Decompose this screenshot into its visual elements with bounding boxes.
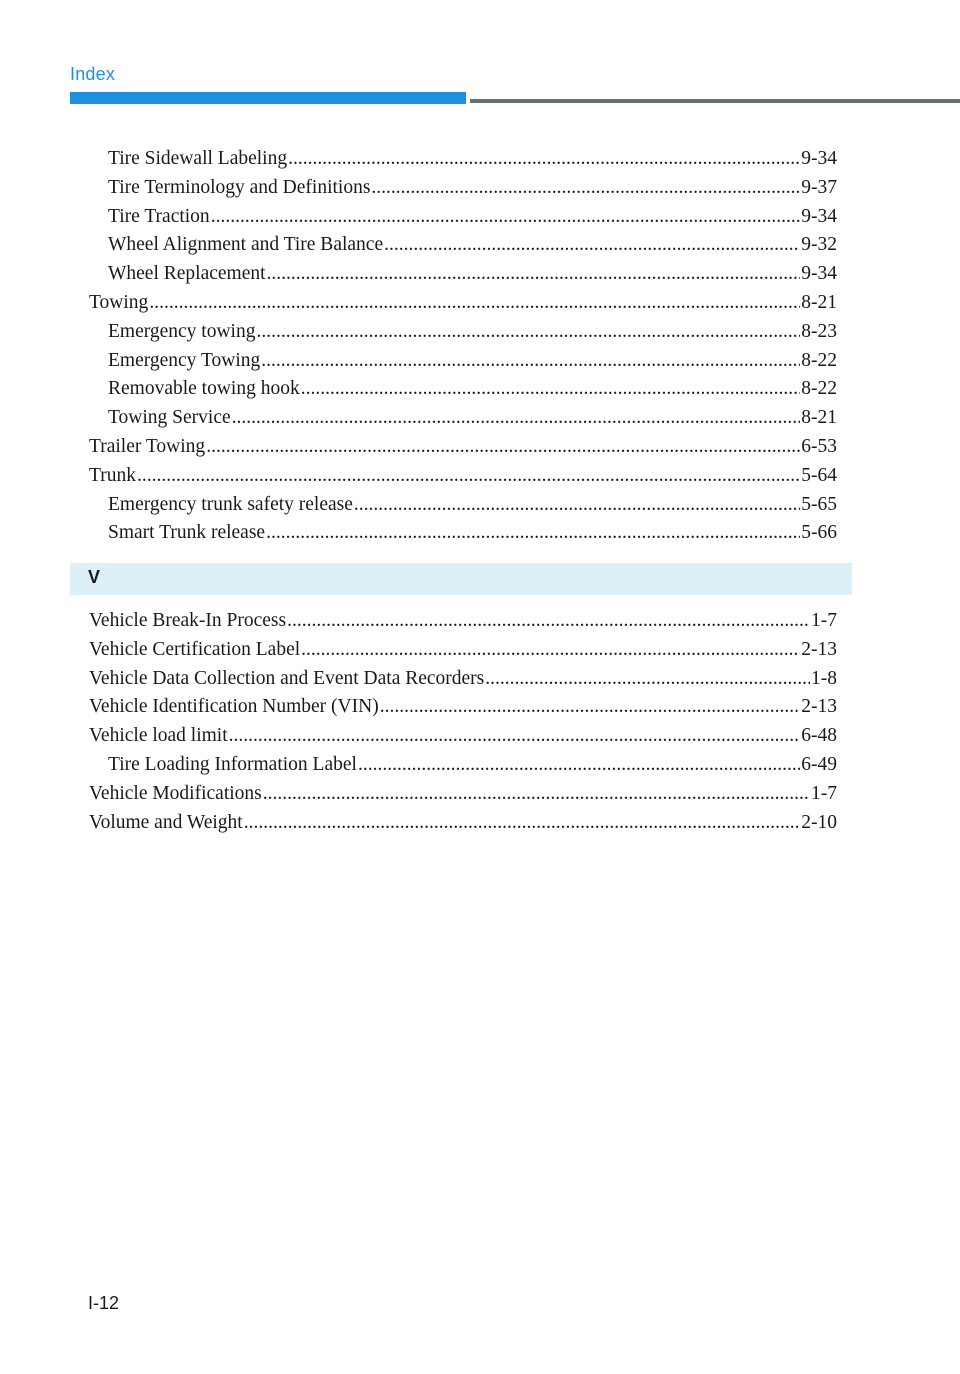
entry-label: Tire Terminology and Definitions: [108, 176, 371, 198]
entry-page: 9-37: [801, 176, 837, 198]
dot-leader: [267, 260, 801, 289]
index-list-bottom: [89, 607, 837, 837]
entry-label: Vehicle Identification Number (VIN): [89, 696, 379, 718]
entry-page: 5-64: [801, 464, 837, 486]
index-entry[interactable]: [89, 231, 837, 260]
index-entry[interactable]: [89, 375, 837, 404]
entry-page: 2-10: [801, 811, 837, 833]
entry-page: 5-66: [801, 522, 837, 544]
header-divider-rule: [470, 99, 960, 103]
index-entry[interactable]: [89, 289, 837, 318]
entry-page: 8-23: [801, 320, 837, 342]
dot-leader: [244, 809, 801, 838]
index-entry[interactable]: [89, 347, 837, 376]
entry-label: Vehicle Break-In Process: [89, 610, 287, 631]
entry-page: 6-53: [801, 435, 837, 457]
entry-page: 9-34: [801, 263, 837, 285]
index-entry[interactable]: [89, 780, 837, 809]
index-entry[interactable]: [89, 174, 837, 203]
entry-label: Volume and Weight: [89, 811, 243, 833]
header-accent-rule: [70, 92, 466, 104]
dot-leader: [485, 665, 810, 694]
page-number: I-12: [88, 1293, 120, 1313]
section-title: Index: [70, 64, 116, 84]
dot-leader: [301, 636, 800, 665]
entry-page: 8-22: [801, 378, 837, 400]
dot-leader: [229, 722, 801, 751]
entry-label: Trailer Towing: [89, 435, 206, 457]
index-entry[interactable]: [89, 693, 837, 722]
entry-label: Towing Service: [108, 407, 231, 429]
entry-label: Emergency Towing: [108, 349, 261, 371]
entry-page: 9-34: [801, 148, 837, 169]
entry-label: Towing: [89, 291, 149, 313]
index-entry[interactable]: [89, 519, 837, 548]
dot-leader: [358, 751, 800, 780]
section-header-v: [70, 563, 852, 595]
index-entry[interactable]: [89, 665, 837, 694]
index-entry[interactable]: [89, 433, 837, 462]
dot-leader: [354, 491, 800, 520]
entry-page: 6-48: [801, 725, 837, 747]
dot-leader: [256, 318, 800, 347]
index-entry[interactable]: [89, 318, 837, 347]
entry-label: Wheel Replacement: [108, 263, 266, 285]
entry-label: Smart Trunk release: [108, 522, 266, 544]
index-entry[interactable]: [89, 203, 837, 232]
index-entry[interactable]: [89, 404, 837, 433]
dot-leader: [232, 404, 801, 433]
entry-label: Vehicle Data Collection and Event Data Recorders: [89, 667, 485, 689]
entry-page: 8-21: [801, 291, 837, 313]
entry-page: 2-13: [801, 638, 837, 660]
entry-page: 1-7: [811, 782, 837, 804]
entry-label: Vehicle Certification Label: [89, 638, 301, 660]
entry-page: 8-22: [801, 349, 837, 371]
index-entry[interactable]: [89, 462, 837, 491]
dot-leader: [263, 780, 810, 809]
index-entry[interactable]: [89, 145, 837, 174]
dot-leader: [384, 231, 800, 260]
index-list-top: [89, 145, 837, 548]
entry-page: 2-13: [801, 696, 837, 718]
dot-leader: [137, 462, 800, 491]
dot-leader: [149, 289, 800, 318]
index-entry[interactable]: [89, 722, 837, 751]
dot-leader: [288, 145, 800, 174]
entry-page: 1-8: [811, 667, 837, 689]
entry-page: 8-21: [801, 407, 837, 429]
section-letter: V: [88, 567, 101, 587]
dot-leader: [371, 174, 800, 203]
entry-label: Vehicle load limit: [89, 725, 228, 747]
entry-label: Emergency trunk safety release: [108, 493, 353, 515]
entry-label: Vehicle Modifications: [89, 782, 262, 804]
entry-label: Tire Traction: [108, 205, 210, 227]
index-entry[interactable]: [89, 751, 837, 780]
index-entry[interactable]: [89, 636, 837, 665]
entry-label: Tire Sidewall Labeling: [108, 148, 288, 169]
entry-label: Removable towing hook: [108, 378, 300, 400]
dot-leader: [266, 519, 800, 548]
index-entry[interactable]: [89, 260, 837, 289]
entry-page: 6-49: [801, 753, 837, 775]
dot-leader: [287, 607, 810, 636]
entry-page: 1-7: [811, 610, 837, 631]
entry-page: 9-34: [801, 205, 837, 227]
entry-label: Emergency towing: [108, 320, 256, 342]
dot-leader: [211, 203, 801, 232]
entry-label: Tire Loading Information Label: [108, 753, 357, 775]
entry-label: Trunk: [89, 464, 136, 486]
index-entry[interactable]: [89, 809, 837, 838]
entry-page: 5-65: [801, 493, 837, 515]
index-entry[interactable]: [89, 607, 837, 636]
dot-leader: [261, 347, 800, 376]
dot-leader: [301, 375, 801, 404]
dot-leader: [380, 693, 801, 722]
entry-page: 9-32: [801, 234, 837, 256]
index-entry[interactable]: [89, 491, 837, 520]
dot-leader: [206, 433, 800, 462]
entry-label: Wheel Alignment and Tire Balance: [108, 234, 384, 256]
